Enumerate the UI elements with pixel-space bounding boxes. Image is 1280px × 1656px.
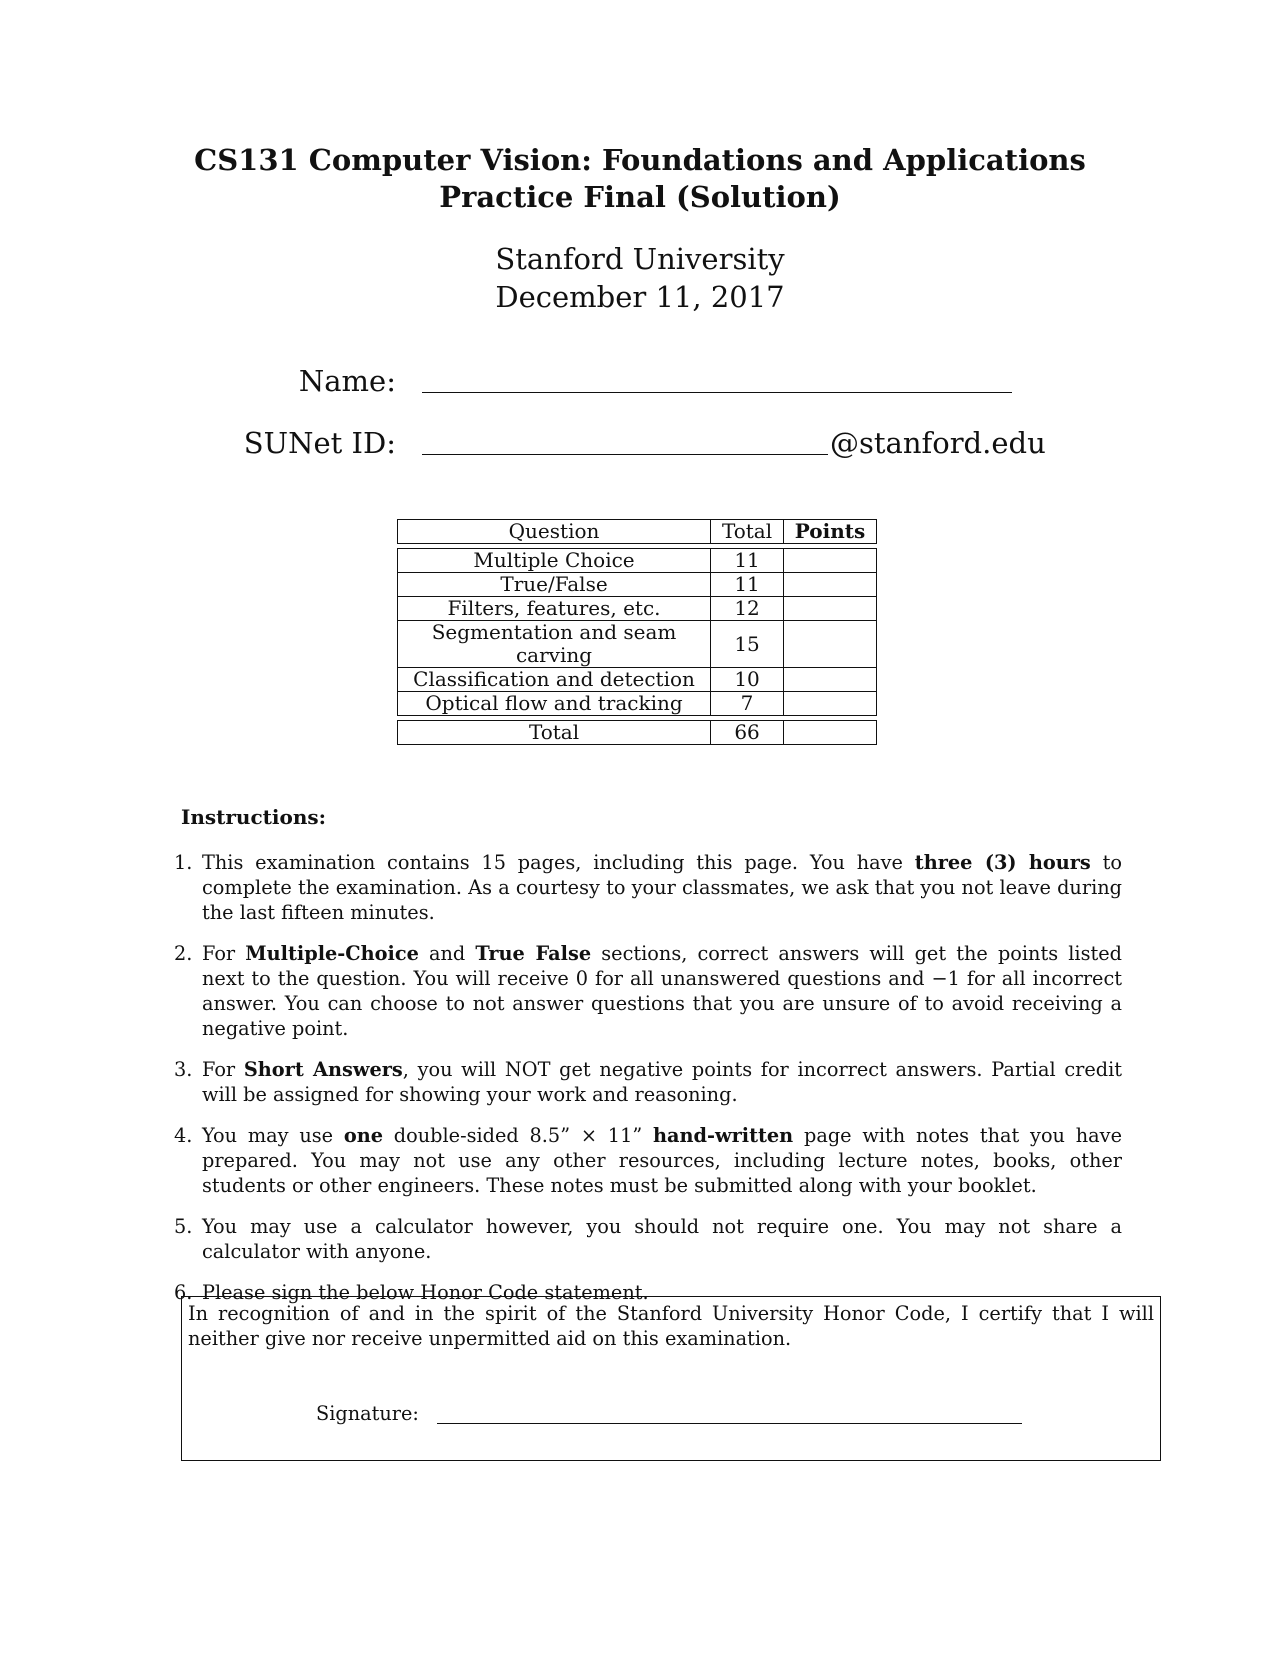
row-points-field[interactable] [784, 692, 877, 716]
table-total-row [398, 721, 877, 745]
score-table-header [398, 520, 877, 544]
header-question: Question [398, 520, 711, 544]
table-row [398, 692, 877, 716]
sunet-label: SUNet ID: [243, 426, 396, 460]
row-points-field[interactable] [784, 549, 877, 573]
table-row [398, 668, 877, 692]
item-number: 1. [174, 851, 193, 874]
score-table [397, 519, 877, 745]
honor-code-box [181, 1296, 1161, 1461]
list-item: 5. You may use a calculator however, you should not require one. You may not share a calculator with anyone. [174, 1215, 1122, 1263]
item-number: 2. [174, 942, 193, 965]
list-item: 1. This examination contains 15 pages, including this page. You have three (3) hours to complete the examination. As a courtesy to your classmates, we ask that you not leave during the last fifteen minutes. [174, 851, 1122, 924]
university: Stanford University [495, 242, 785, 276]
sunet-suffix: @stanford.edu [830, 426, 1046, 460]
instructions-heading: Instructions: [181, 805, 327, 829]
total-value: 66 [711, 721, 784, 745]
table-row [398, 573, 877, 597]
name-field[interactable] [422, 392, 1012, 393]
row-points-field[interactable] [784, 573, 877, 597]
signature-label: Signature: [316, 1402, 419, 1425]
table-row [398, 621, 877, 668]
name-label: Name: [298, 364, 396, 398]
instructions-list [174, 850, 1123, 1321]
header-points: Points [784, 520, 877, 544]
table-row [398, 549, 877, 573]
header-total: Total [711, 520, 784, 544]
list-item: 3. For Short Answers, you will NOT get negative points for incorrect answers. Partial credit will be assigned for showing your work and reasoning. [174, 1058, 1123, 1106]
row-question: Optical flow and tracking [398, 692, 711, 716]
row-question: Segmentation and seam carving [398, 621, 711, 668]
row-total: 11 [711, 573, 784, 597]
row-total: 12 [711, 597, 784, 621]
total-label: Total [398, 721, 711, 745]
sunet-id-field[interactable] [422, 454, 828, 455]
list-item: 2. For Multiple-Choice and True False sections, correct answers will get the points listed next to the question. You will receive 0 for all unanswered questions and −1 for all incorrect answer. You can choose to not answer questions that you are unsure of to avoid receiving a negative point. [174, 942, 1122, 1040]
course-title: CS131 Computer Vision: Foundations and Applications [194, 143, 1086, 177]
item-number: 5. [174, 1215, 193, 1238]
row-question: True/False [398, 573, 711, 597]
item-number: 3. [174, 1058, 193, 1081]
row-question: Multiple Choice [398, 549, 711, 573]
row-points-field[interactable] [784, 668, 877, 692]
row-question: Classification and detection [398, 668, 711, 692]
list-item: 6. Please sign the below Honor Code statement. [174, 1281, 649, 1304]
row-points-field[interactable] [784, 621, 877, 668]
row-question: Filters, features, etc. [398, 597, 711, 621]
honor-code-statement: In recognition of and in the spirit of the Stanford University Honor Code, I certify that I will neither give nor receive unpermitted aid on this examination. [188, 1302, 1154, 1350]
list-item: 4. You may use one double-sided 8.5” × 11” hand-written page with notes that you have prepared. You may not use any other resources, including lecture notes, books, other students or other engineers. These notes must be submitted along with your booklet. [174, 1124, 1122, 1197]
row-total: 15 [711, 621, 784, 668]
table-row [398, 597, 877, 621]
item-number: 4. [174, 1124, 193, 1147]
row-points-field[interactable] [784, 597, 877, 621]
row-total: 7 [711, 692, 784, 716]
total-points-field[interactable] [784, 721, 877, 745]
row-total: 11 [711, 549, 784, 573]
signature-field[interactable] [437, 1423, 1022, 1424]
exam-title: Practice Final (Solution) [439, 180, 841, 214]
exam-date: December 11, 2017 [495, 280, 785, 314]
item-number: 6. [174, 1281, 193, 1304]
row-total: 10 [711, 668, 784, 692]
